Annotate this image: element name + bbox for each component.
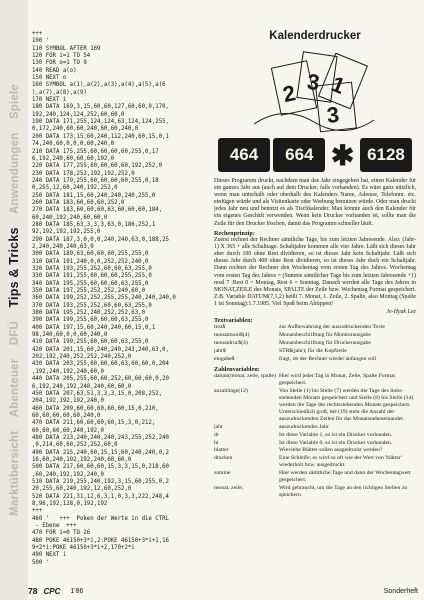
logo-464: 464 [218,138,270,172]
author-signature: Je-Hyuk Lee [386,309,416,315]
num-var-name: anzahltage(12) [214,388,248,395]
heading-text-vars: Textvariablen: [214,317,253,324]
article-column [214,30,416,570]
num-var-description: Ist diese Variable 1, so ist ein Drucker vorhanden. [279,431,393,438]
section-index [7,79,21,521]
num-var-name: jahr [214,423,223,430]
svg-text:2: 2 [280,80,298,108]
num-var-description: Ist diese Variable 0, so ist ein Drucker vorhanden. [279,439,393,446]
basic-listing: +++ 100 ' 110 SYMBOL AFTER 169 120 FOR i=1 TO 54 130 FOR o=1 TO 9 140 READ a(o) 150 NEXT o 160 SYMBOL a(1),a(2),a(3),a(4),a(5),a(6 ),a(7),a(8),a(9) 170 NEXT i 180 DATA 169,3,15,60,60,127,60,60,0,170, 192,240,124,124,252,60,60,0 190 DATA 171,255,124,124,63,124,124,255, 0,172,240,60,60,240,60,60,240,0 200 DATA 173,15,60,240,112,240,60,15,0,1 74,240,60,0,0,0,60,240,0 210 DATA 175,255,60,60,60,60,255,0,17 6,192,240,60,60,60,192,0 220 DATA 177,255,60,60,60,60,192,252,0 230 DATA 178,252,192,192,252,0 240 DATA 179,255,60,60,60,60,255,0,18 0,255,12,60,240,192,252,0 250 DATA 181,15,60,240,240,240,255,0 260 DATA 183,60,60,60,252,0 270 DATA 183,60,60,60,63,60,60,60,184, 60,240,192,240,60,60,0 280 DATA 185,63,3,3,3,63,0,186,252,1 92,192,192,192,255,0 290 DATA 187,3,0,0,0,240,240,63,0,188,25 2,240,240,240,63,0 300 DATA 189,63,60,60,60,255,255,0 310 DATA 191,240,0,0,252,252,240,0 320 DATA 193,255,252,60,60,63,255,0 330 DATA 191,255,60,60,60,255,255,0 340 DATA 195,255,60,60,60,63,255,0 350 DATA 197,255,252,252,240,60,0 360 DATA 199,252,252,255,255,240,240,240,0 370 DATA 193,255,252,60,60,63,255,0 380 DATA 195,252,240,252,252,63,0 390 DATA 199,255,60,60,60,63,255,0 400 DATA 197,15,60,240,240,60,15,0,1 98,240,60,0,0,60,240,0 410 DATA 199,255,60,60,60,63,255,0 420 DATA 201,15,60,240,240,243,240,63,0, 202,192,240,252,252,240,252,0 430 DATA 203,255,60,60,60,63,60,60,0,204 ,192,240,192,240,60,0 440 DATA 205,255,60,60,252,60,60,60,0,20 6,192,240,192,240,240,60,60,0 450 DATA 207,63,51,3,3,3,15,0,208,252, 204,192,192,192,240,0 460 DATA 209,60,60,60,60,60,15,0,210, 60,60,60,60,60,240,0 470 DATA 211,60,60,60,60,15,3,0,212, 60,60,60,60,240,192,0 480 DATA 213,240,240,240,243,255,252,240 ,0,214,60,60,252,252,60,0 490 DATA 215,240,60,15,15,60,240,240,0,2 16,60,240,192,192,240,60,60,0 500 DATA 217,60,60,60,15,3,3,15,0,218,60 ,60,240,192,192,240,0 510 DATA 219,255,240,192,3,15,60,255,0,2 20,255,60,240,192,12,60,252,0 520 DATA 221,31,12,6,3,1,0,3,3,222,248,4 8,96,192,128,0,192,192 +++ 460 ' +++ Poken der Werte in die CTRL - Ebene +++ 470 FOR i=0 TO 26 480 POKE 46150+3*i,2:POKE 46150+3*i+1,16 9+2*i:POKE 46150+3*i+2,170+2*i 490 NEXT i 500 ' [32,31,176,566]
text-var-name: text$ [214,324,226,331]
num-var-name: blatter [214,447,229,454]
text-var-description: Monatsbeschriftung für Monitorausgabe [279,332,371,339]
section-abenteuer: Abenteuer [9,358,21,418]
article-intro: Dieses Programm druckt, nachdem man das Jahr eingegeben hat, einen Kalender für ein ganzes Jahr aus (auch auf dem Drucker, falls vorhanden). Es wäre ganz nützlich, wenn man unterhalb oder oberhalb des Kalenders Name, Adresse, Telefonnr. etc. einfügen würde und als Visitenkarte oder Werbung benutzen würde. Oder man druckt jedes Jahr neu und benutzt es als Tischkalender. Man könnte auch den Kalender für ein eigenes Geschäft verwenden. Wenn kein Drucker vorhanden ist, sollte man die Zeile für den Drucker löschen, damit das Programm schneller läuft. [214,178,416,227]
svg-text:3: 3 [325,101,341,128]
num-var-description: Hier werden sämtliche Tage und dann der Wochentagwert gespeichert. [279,470,411,484]
logo-664: 664 [273,138,325,172]
svg-text:3: 3 [305,68,322,96]
section-tips-tricks: Tips & Tricks [7,227,21,308]
page-number: 78 [28,586,38,596]
section-sidebar [0,0,28,600]
text-var-description: fragt, ob der Rechner wieder anfangen soll [279,356,377,363]
svg-text:1: 1 [327,71,349,99]
page-footer [28,585,418,597]
num-var-name: summe [214,470,231,477]
num-var-name: dr [214,431,219,438]
text-var-description: zur Aufbewahrung der auszudruckenden Texte [279,324,385,331]
cpc-compatibility-logos [218,138,412,174]
section-dfue: DFÜ [9,320,21,346]
section-spiele: Spiele [9,84,21,120]
magazine-name: CPC [43,586,61,596]
num-var-description: Wird gebraucht, um die Tage an den richtigen Stellen zu speichern. [279,484,408,498]
logo-6128: 6128 [360,138,412,172]
num-var-description: Von Stelle (1) bis Stelle (7) werden die Tage des links-stehenden Monats gespeichert und Stelle (8) bis Stelle (14) werden die Tage des rechtsstehenden Monats gespeichert. Unterschiedlich groß, bei (19) steht die Anzahl der auszudruckenden Zeilen für das Monatsnebeneinander. [279,388,414,422]
special-edition: Sonderheft [383,587,418,595]
text-var-name: jahr$ [214,348,226,355]
num-var-description: Eine Schleife; es wird so oft wie der Wert von 'blätter' wiederholt bzw. ausgedruckt. [279,455,402,469]
calendar-illustration [214,44,416,136]
num-var-description: Wievielte Blätter sollen ausgedruckt werden? [279,447,383,454]
text-vars-table [214,324,416,364]
text-var-description: Monatsbeschriftung für Druckerausgabe [279,340,371,347]
heading-num-vars: Zahlenvariablen: [214,365,260,373]
section-anwendungen: Anwendungen [9,132,21,214]
article-title: Kalenderdrucker [269,30,361,42]
heading-principle: Rechenprinzip: [214,229,255,237]
num-var-name: drucken [214,455,233,462]
num-var-name: monat, zeile, [214,484,244,491]
text-var-name: monatmoni$(4) [214,332,250,339]
section-marktuebersicht: Marktübersicht [9,430,21,516]
num-var-name: bl [214,439,219,446]
num-vars-table [214,373,416,499]
text-var-name: eingabe$ [214,356,235,363]
num-var-description: auszudruckendes Jahr [279,423,329,430]
star-icon: ✱ [330,139,355,171]
article-principle: Zuerst rechnet der Rechner sämtliche Tage, bis zum letzten Jahresende. Also: (Jahr-1) X 365 + alle Schalttage. Schaltjahre kommen alle vier Jahre. Läßt sich dieses Jahr aber durch 100 ohne Rest dividieren, so ist dieses Jahr kein Schaltjahr. Läßt sich dieses Jahr durch 400 ohne Rest dividieren, so ist dieses Jahr doch ein Schaltjahr. Dann rechnet der Rechner den Wochentag vom ersten Tag des Jahres. Wochentag vom ersten Tag des Jahres = (Summe sämtlicher Tage bis zum letzten Jahresende +1) mod 7 :Rest 0 = Montag, Rest 6 = Sonntag. Danach werden alle Tage des Jahres in MONAT,ZEILE des Monats, SPALTE der Zeile bzw. Wochentag Format gespeichert. Z.B. Variable DATUM(7,1,2) heißt 7. Monat, 1. Zeile, 2. Spalte, also Montag (Spalte 1 ist Sonntag):1.7.1985. Viel Spaß beim Abtippen! [214,237,416,307]
text-var-description: STR$(jahr); für die Kopfzeile [279,348,347,355]
issue-number: 1'86 [70,587,84,595]
num-var-description: Hier wird jeder Tag in Monat, Zeile, Spalte Format gespeichert. [279,373,396,387]
num-var-name: datum(monat, zeile, spalte) [214,373,276,380]
text-var-name: monatdruc$(4) [214,340,248,347]
calendar-sheets-icon [214,44,416,136]
